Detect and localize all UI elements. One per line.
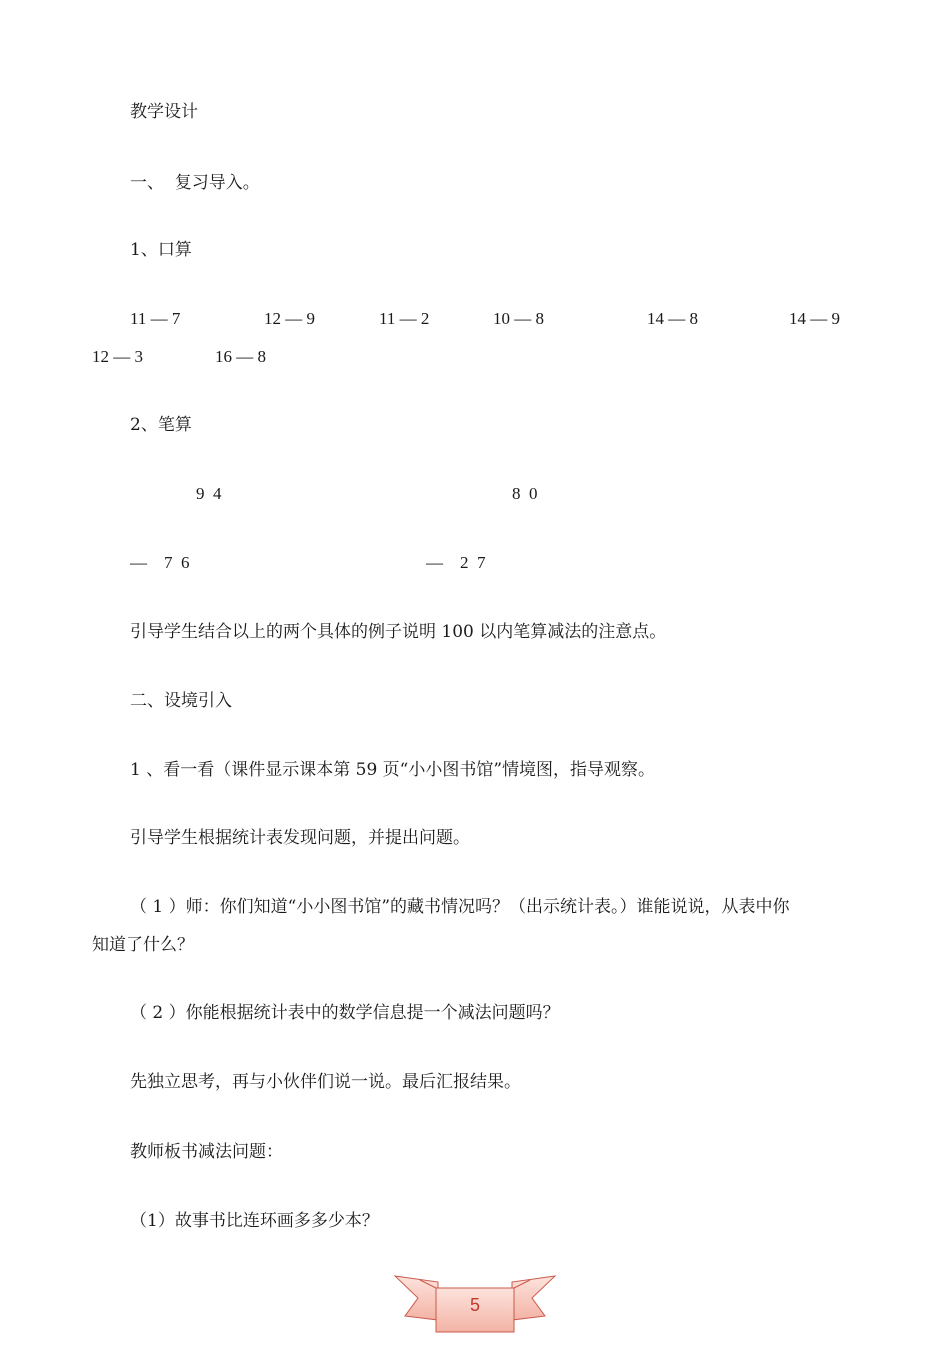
item-oral-calc: 1、口算 [130, 240, 192, 260]
guide-paragraph: 引导学生结合以上的两个具体的例子说明 100 以内笔算减法的注意点。 [130, 622, 667, 642]
oral-expr: 10 — 8 [493, 309, 544, 328]
written-b-top: 8 0 [512, 484, 538, 503]
question-1-line1: （ 1 ）师：你们知道“小小图书馆”的藏书情况吗？（出示统计表。）谁能说说，从表中你 [130, 897, 790, 917]
oral-expr: 11 — 2 [379, 309, 430, 328]
question-1-line2: 知道了什么？ [92, 935, 194, 955]
written-a-bottom: — 7 6 [130, 553, 190, 572]
oral-expr: 11 — 7 [130, 309, 181, 328]
look-paragraph: 1 、看一看（课件显示课本第 59 页“小小图书馆”情境图，指导观察。 [130, 760, 656, 780]
written-a-top: 9 4 [196, 484, 222, 503]
oral-expr: 14 — 8 [647, 309, 698, 328]
board-paragraph: 教师板书减法问题： [130, 1142, 283, 1162]
doc-title: 教学设计 [130, 102, 198, 122]
oral-expr: 14 — 9 [789, 309, 840, 328]
page-number: 5 [469, 1295, 480, 1315]
written-b-bottom: — 2 7 [426, 553, 486, 572]
oral-expr: 12 — 3 [92, 347, 143, 366]
section-heading-review: 一、 复习导入。 [130, 173, 260, 193]
guide-paragraph: 引导学生根据统计表发现问题，并提出问题。 [130, 828, 470, 848]
question-2: （ 2 ）你能根据统计表中的数学信息提一个减法问题吗？ [130, 1003, 560, 1023]
problem-1: （1）故事书比连环画多多少本？ [130, 1211, 379, 1231]
section-heading-scenario: 二、设境引入 [130, 691, 232, 711]
oral-expr: 12 — 9 [264, 309, 315, 328]
item-written-calc: 2、笔算 [130, 415, 192, 435]
think-paragraph: 先独立思考，再与小伙伴们说一说。最后汇报结果。 [130, 1072, 521, 1092]
oral-expr: 16 — 8 [215, 347, 266, 366]
